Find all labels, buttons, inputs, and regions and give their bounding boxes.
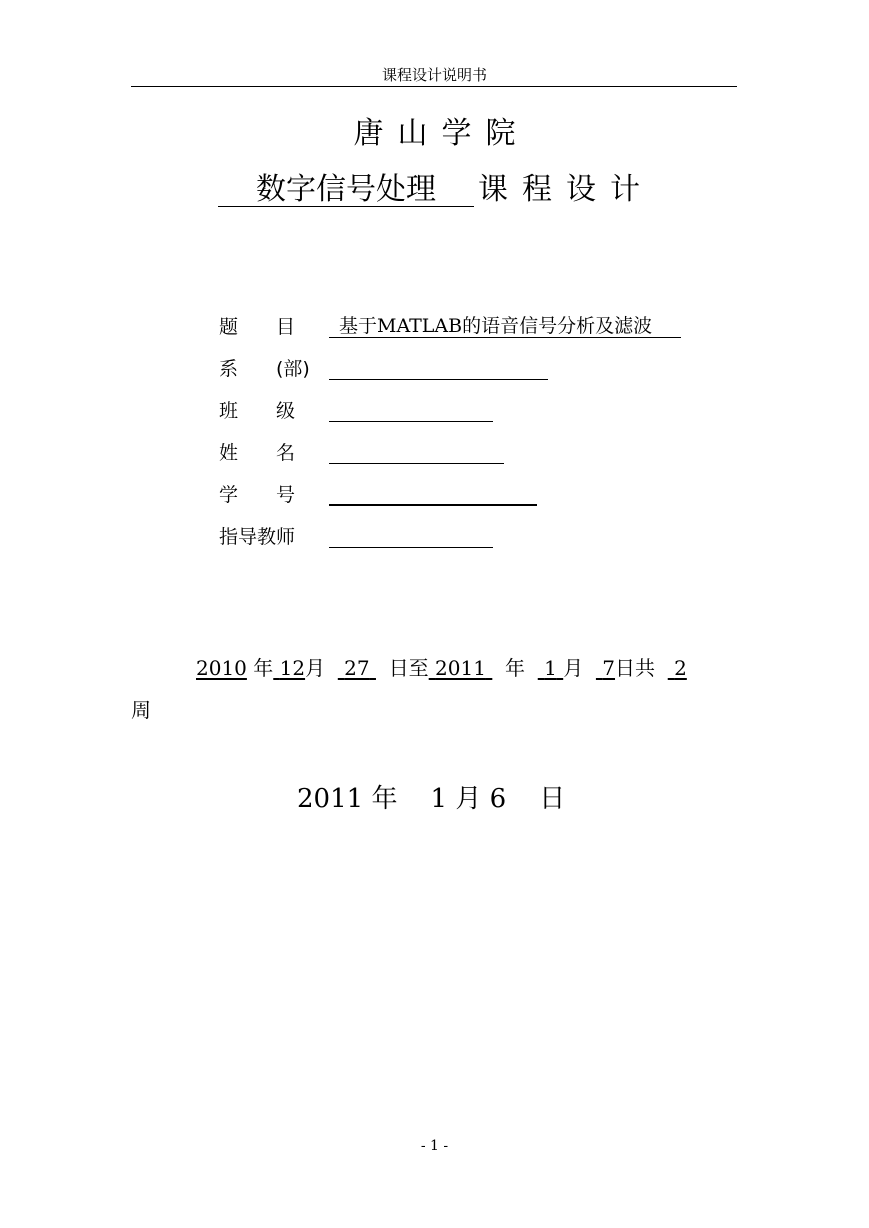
period-start-month: 12 [279,656,306,680]
sign-date [297,778,565,815]
sign-day: 6 [489,784,507,814]
field-value-advisor [329,524,493,548]
header-title: 课程设计说明书 [381,66,487,84]
course-suffix: 课程设计 [478,172,654,207]
sign-month: 1 [430,784,448,814]
sign-month-char: 月 [455,784,482,814]
period-end-day: 7 [602,656,616,680]
school-name: 唐山学院 [353,116,530,151]
field-value-name [329,440,504,464]
period-end-year: 2011 [435,656,486,680]
sign-year: 2011 [297,784,364,814]
field-label-student-id: 学 号 [219,484,296,506]
field-label-topic: 题 目 [219,316,296,338]
page-number: - 1 - [420,1138,449,1154]
period-week-char: 周 [131,698,151,722]
period-end-month: 1 [544,656,557,680]
field-label-advisor: 指导教师 [219,526,296,548]
period-month-char-2: 月 [563,656,584,680]
period-day-to: 日至 [388,656,429,680]
period-start-day: 27 [344,656,370,680]
period-month-char-1: 月 [305,656,326,680]
period-year-char-2: 年 [505,656,526,680]
period-day-total: 日共 [615,656,656,680]
field-value-department [329,356,548,380]
period-weeks: 2 [674,656,687,680]
sign-day-char: 日 [539,784,566,814]
field-label-class: 班 级 [219,400,296,422]
field-value-topic: 基于MATLAB的语音信号分析及滤波 [329,314,681,338]
course-title [0,172,869,212]
course-name: 数字信号处理 [218,172,474,207]
field-label-department: 系 (部) [219,358,310,380]
header-rule [131,86,737,87]
sign-year-char: 年 [371,784,398,814]
field-value-class [329,398,493,422]
field-label-name: 姓 名 [219,442,296,464]
period-line [196,652,687,681]
period-year-char-1: 年 [253,656,274,680]
field-value-student-id [329,482,537,506]
period-start-year: 2010 [196,656,247,680]
